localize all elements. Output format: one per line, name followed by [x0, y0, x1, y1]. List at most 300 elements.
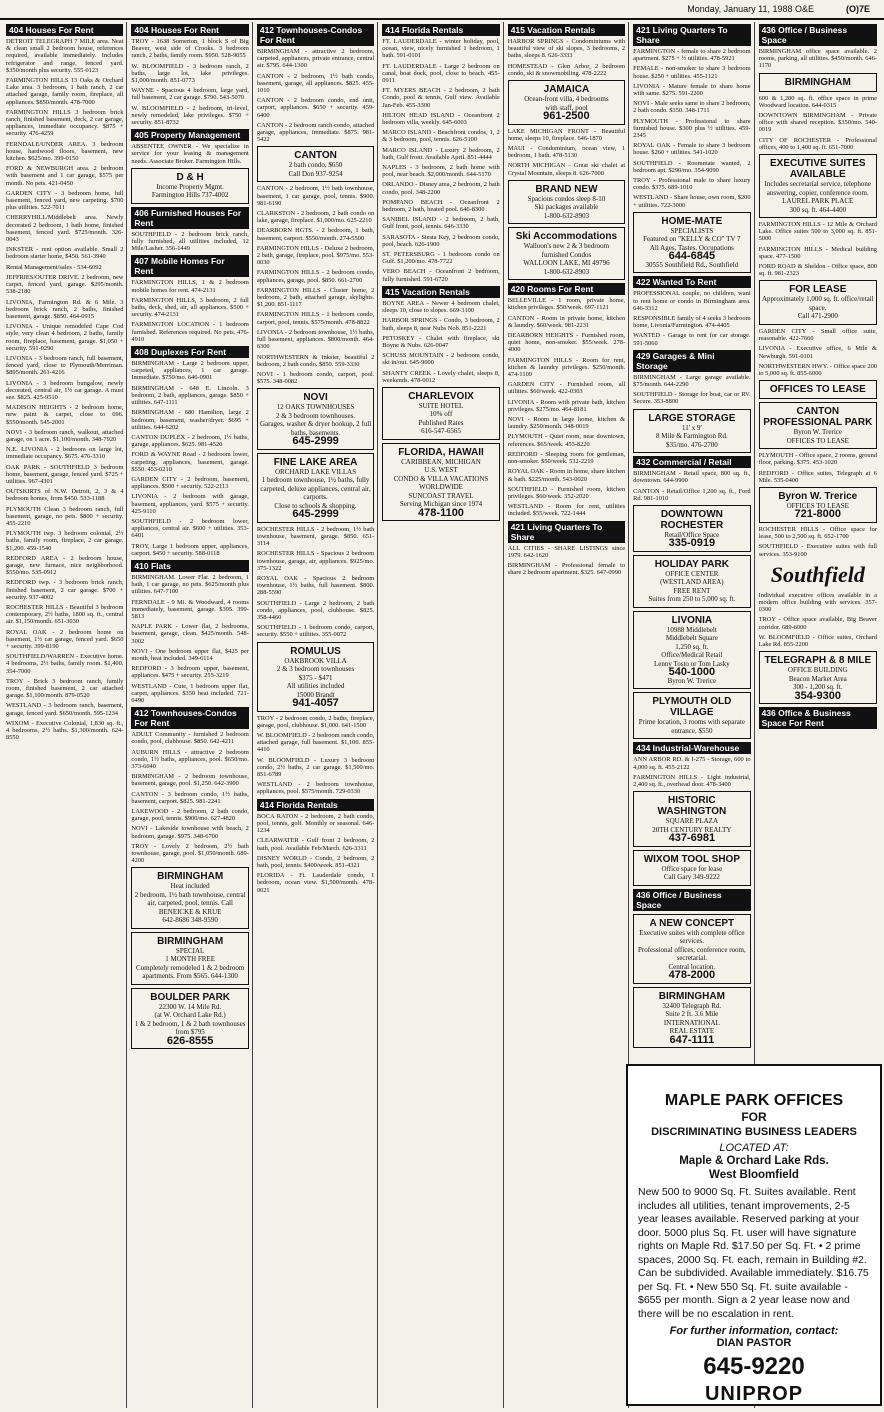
classified-ad: FARMINGTON HILLS - Medical building space. 477-1500 — [758, 245, 877, 260]
classified-ad: REDFORD twp. - 3 bedroom brick ranch, finished basement, 2 car garage. $700 + security. 937-4002 — [6, 579, 124, 601]
issue-date: Monday, January 11, 1988 O&E — [687, 4, 814, 14]
display-ad-line: Serving Michigan since 1974 — [399, 500, 483, 509]
display-ad-box — [633, 611, 750, 690]
display-ad-line: LIVONIA — [671, 614, 713, 626]
display-ad-line: BOULDER PARK — [150, 991, 231, 1003]
display-ad-box — [131, 988, 248, 1050]
section-heading: 405 Property Management — [131, 129, 248, 141]
classified-ad: SOUTHFIELD - Furnished room, kitchen privileges. $60/week. 352-2020 — [507, 485, 626, 500]
display-ad-box — [382, 443, 499, 522]
classified-ad: W. BLOOMFIELD - 2 bedroom ranch condo, attached garage, full basement. $1,100. 855-4410 — [256, 732, 375, 754]
display-ad-line: WIXOM TOOL SHOP — [643, 853, 740, 865]
display-ad-line: Office/Medical Retail — [661, 651, 723, 660]
classified-ad: ABSENTEE OWNER - We specialize in service for your leasing & management needs. Associate Broker. Farmington Hills. — [131, 143, 249, 165]
column-1 — [6, 22, 127, 1408]
classified-ad: MARCO ISLAND - Beachfront condos, 1, 2 & 3 bedroom, pool, tennis. 626-5100 — [382, 129, 500, 144]
classified-ad: FARMINGTON HILLS, 3 bedroom, 2 full baths, deck, shed, air, all appliances. $500 + security. 474-2131 — [131, 296, 249, 319]
display-ad-line: Beacon Market Area — [788, 674, 847, 683]
ad-body: New 500 to 9000 Sq. Ft. Suites available. Rent includes all utilities, tenant improvements, 2-5 year leases available. Reserved parking at your door. 5000 plus Sq. Ft. user will have signature rights on Maple Rd. $17.50 per Sq. Ft. • 2 prime spaces, 2000 Sq. Ft. each, remain in Building #2. Can be subdivided. Available immediately. $16.75 per Sq. Ft. • New 550 Sq. Ft. suite available - $655 per month. Sign a 2 year lease now and there will be no escalation in rent. — [638, 1186, 869, 1320]
display-ad-line: 2 bedroom, 1½ bath townhouse, central air, carpeted, pool, tennis. Call — [134, 890, 246, 908]
display-ad-line: WALLOON LAKE, MI 49796 — [523, 259, 610, 268]
display-ad-line: Ski Accommodations — [515, 231, 618, 243]
classified-ad: GARDEN CITY - Small office suite, reasonable. 422-7660 — [758, 327, 877, 343]
classified-ad: HOMESTEAD - Glen Arbor, 2 bedroom condo, ski & snowmobiling. 478-2222 — [507, 62, 626, 77]
display-ad-line: 15000 Brandt — [296, 690, 335, 699]
display-ad-line: U.S. WEST — [424, 466, 458, 475]
classified-ad: BIRMINGHAM. Lower Flat. 2 bedroom, 1 bath, 1 car garage, no pets. $625/month plus utilities. 647-7100 — [131, 573, 249, 596]
classified-ad: REDFORD - Office suites, Telegraph at 6 Mile. 535-0400 — [758, 469, 877, 484]
classified-ad: FARMINGTON HILLS 3 bedroom brick ranch, finished basement, deck, 2 car garage, appliances, immediate occupancy. $875 + security. 476-4259 — [6, 108, 124, 138]
display-ad-box — [633, 555, 750, 608]
section-heading: 415 Vacation Rentals — [382, 286, 499, 298]
classified-ad: W. BLOOMFIELD - 2 bedroom, tri-level, newly remodeled, lake privileges. $750 + security. 851-8732 — [131, 104, 249, 127]
display-ad-line: Central location. — [668, 962, 716, 971]
classified-ad: SOUTHFIELD/WARREN - Executive home. 4 bedrooms, 2½ baths, family room. $1,400. 354-7000 — [6, 653, 124, 675]
classified-ad: FORD & WAYNE Road - 2 bedroom lower, carpeting, appliances, basement, garage. $550. 453-0210 — [131, 451, 249, 473]
section-heading: 412 Townhouses-Condos For Rent — [131, 707, 248, 729]
classified-ad: BELLEVILLE - 1 room, private home, kitchen privileges. $50/week. 697-1121 — [507, 297, 626, 312]
classified-ad: CANTON - 2 bedroom, 1½ bath townhouse, basement, 1 car garage, pool, tennis. $900. 981-6190 — [256, 185, 375, 207]
display-ad-line: 478-2000 — [668, 969, 716, 982]
display-ad-line: 642-8686 348-9590 — [162, 916, 218, 925]
display-ad-box — [257, 388, 374, 450]
classified-ad: NOVI - Male seeks same to share 2 bedroom, 2 bath condo. $350. 348-1711 — [633, 100, 751, 115]
display-ad-line: Published Rates — [418, 418, 464, 427]
display-ad-line: $35/mo. 476-2700 — [665, 440, 718, 449]
display-ad-line: Ocean-front villa, 4 bedrooms — [524, 95, 609, 104]
classified-ad: BIRMINGHAM - 680 Hamilton, large 2 bedroom, basement, washer/dryer. $695 + utilities. 644-6202 — [131, 409, 249, 431]
classified-ad: FERNDALE - 9 Mi. & Woodward, 4 rooms immediately, basement, garage. $395. 399-5813 — [131, 598, 249, 620]
classified-ad: WESTLAND - 3 bedroom ranch, basement, garage, fenced yard. $650/month. 595-1234 — [6, 702, 124, 717]
display-ad-line: Byron W. Trerice — [667, 676, 717, 685]
display-ad-box — [633, 914, 750, 984]
classified-ad: N.E. LIVONIA - 2 bedroom on large lot, immediate occupancy. $675. 476-3310 — [6, 446, 124, 461]
display-ad-line: 12 OAKS TOWNHOUSES — [276, 403, 355, 412]
display-ad-line: CANTON PROFESSIONAL PARK — [763, 406, 873, 429]
classified-ad: DEARBORN HGTS. - 2 bedroom, 1 bath, basement, carport. $550/month. 274-5500 — [256, 227, 375, 242]
display-ad-line: 961-2500 — [543, 110, 590, 123]
classified-ad: CITY OF ROCHESTER - Professional offices, 400 to 1,400 sq. ft. 651-7000 — [758, 136, 877, 151]
display-ad-box — [633, 692, 750, 739]
classified-ad: PETOSKEY - Chalet with fireplace, ski Boyne & Nubs. 626-0047 — [382, 334, 500, 349]
classified-ad: CHERRYHILL/Middlebelt area. Newly decorated 2 bedroom, 1 bath home, finished basement, fenced yard. $725/month. 326-0043 — [6, 214, 124, 244]
display-ad-line: Executive suites with complete office services. — [639, 928, 745, 946]
display-ad-line: BIRMINGHAM — [157, 935, 224, 947]
classified-ad: WESTLAND - Share house, own room, $200 + utilities. 722-3000 — [633, 194, 751, 209]
display-ad-line: Spacious condos sleep 8-10 — [527, 194, 606, 203]
display-ad-line: 10988 Middlebelt — [666, 625, 717, 634]
display-ad-line: BIRMINGHAM — [658, 990, 725, 1002]
classified-ad: FARMINGTON HILLS - Deluxe 2 bedroom, 2 bath, garage, fireplace, pool. $975/mo. 553-0030 — [256, 244, 375, 267]
classified-ad: ST. PETERSBURG - 1 bedroom condo on Gulf. $1,200/mo. 478-7722 — [382, 251, 500, 266]
classified-ad: TROY - Office space available, Big Beaver corridor. 689-6000 — [758, 616, 877, 631]
classified-ad: DISNEY WORLD - Condo, 2 bedroom, 2 bath, pool, tennis. $400/week. 851-4321 — [256, 854, 375, 869]
classified-ad: ANN ARBOR RD. & I-275 - Storage, 600 to 4,000 sq. ft. 455-2122 — [633, 756, 751, 771]
classified-ad: PLYMOUTH - Quiet room, near downtown, references. $65/week. 453-8220 — [507, 433, 626, 448]
display-ad-box — [633, 505, 750, 552]
classified-ad: W. BLOOMFIELD - Office suites, Orchard Lake Rd. 855-2200 — [758, 633, 877, 649]
display-ad-line: Featured on "KELLY & CO" TV 7 — [643, 235, 741, 244]
section-heading: 414 Florida Rentals — [257, 799, 374, 811]
section-heading: 415 Vacation Rentals — [508, 24, 625, 36]
section-heading: 436 Office & Business Space For Rent — [759, 707, 877, 729]
classified-ad: PLYMOUTH twp. 3 bedroom colonial, 2½ baths, family room, fireplace, 2 car garage. $1,200. 459-1540 — [6, 530, 124, 552]
display-ad-line: HOLIDAY PARK — [654, 558, 729, 570]
display-ad-line: LAUREL PARK PLACE — [782, 197, 854, 206]
display-ad-box — [508, 227, 625, 280]
display-ad-box — [633, 987, 750, 1049]
classified-ad: LIVONIA, Farmington Rd. & 6 Mile. 3 bedroom brick ranch, 2 baths, finished basement, garage. $850. 464-0915 — [6, 298, 124, 320]
column-2 — [131, 22, 252, 1408]
display-ad-box — [633, 791, 750, 847]
classified-ad: FARMINGTON HILLS - Light industrial, 2,400 sq. ft., overhead door. 478-3400 — [633, 773, 751, 789]
classified-ad: ROYAL OAK - 2 bedroom home on basement, 1½ car garage, fenced yard. $650 + security. 399-8190 — [6, 628, 124, 651]
section-heading: 412 Townhouses-Condos For Rent — [257, 24, 374, 46]
display-ad-line: BRAND NEW — [535, 183, 598, 195]
classified-ad: TROY - Brick 3 bedroom ranch, family room, finished basement, 2 car attached garage. $1,100/month. 879-0520 — [6, 677, 124, 700]
classified-ad: DOWNTOWN BIRMINGHAM - Private office with shared reception. $350/mo. 540-0019 — [758, 112, 877, 134]
display-ad-line: Byron W. Trerice — [793, 428, 842, 437]
display-ad-line: (at W. Orchard Lake Rd.) — [154, 1011, 226, 1020]
display-ad-box — [759, 73, 877, 92]
classified-ad: BOCA RATON - 2 bedroom, 2 bath condo, pool, tennis, golf. Monthly or seasonal. 646-1234 — [256, 812, 375, 835]
classified-ad: NOVI - 3 bedroom ranch, walkout, attached garage, on 1 acre. $1,100/month. 348-7920 — [6, 428, 124, 443]
section-heading: 421 Living Quarters To Share — [633, 24, 750, 46]
display-ad-line: 10% off — [429, 410, 453, 419]
classified-ad: DEARBORN HEIGHTS - Furnished room, quiet home, non-smoker. $55/week. 278-4000 — [507, 332, 626, 354]
display-ad-line: SPECIAL — [175, 946, 205, 955]
ad-address-2: West Bloomfield — [709, 1169, 799, 1181]
display-ad-box — [759, 651, 877, 704]
classified-ad: ORLANDO - Disney area, 2 bedroom, 2 bath condo, pool. 348-2200 — [382, 181, 500, 196]
display-ad-line: 1 & 2 bedroom, 1 & 2 bath townhouses from $795 — [134, 1019, 246, 1037]
display-ad-line: CHARLEVOIX — [408, 390, 474, 402]
classified-ad: TROY - 2 bedroom condo, 2 baths, fireplace, garage, pool, clubhouse. $1,000. 641-1500 — [256, 714, 375, 729]
classified-ad: FLORIDA - Ft. Lauderdale condo, 1 bedroom, ocean view. $1,500/month. 478-0021 — [256, 872, 375, 894]
classified-ad: SOUTHFIELD - Executive suites with full services. 353-9100 — [758, 543, 877, 558]
classified-ad: CLARKSTON - 2 bedroom, 2 bath condo on lake, garage, fireplace. $1,000/mo. 625-2210 — [256, 210, 375, 225]
classified-ad: GARDEN CITY - 2 bedroom, basement, appliances. $500 + security. 522-2113 — [131, 475, 249, 491]
section-heading: 436 Office / Business Space — [633, 889, 750, 911]
classified-ad: NAPLE PARK - Lower flat, 2 bedrooms, basement, garage, clean. $425/month. 548-3002 — [131, 623, 249, 645]
display-ad-line: Completely remodeled 1 & 2 bedroom apartments. From $565. 644-1300 — [135, 963, 245, 981]
classified-ad: PLYMOUTH - Office space, 2 rooms, ground floor, parking. $375. 453-1020 — [758, 452, 877, 467]
classified-ad: SOUTHFIELD - Storage for boat, car or RV. Secure. 353-8800 — [633, 391, 751, 406]
column-4 — [382, 22, 503, 1408]
ad-subtitle: DISCRIMINATING BUSINESS LEADERS — [651, 1126, 857, 1138]
display-ad-line: 644-6845 — [668, 250, 716, 263]
classified-ad: NOVI - One bedroom upper flat, $425 per month, heat included. 349-6114 — [131, 647, 249, 662]
classified-ad: REDFORD - Sleeping room for gentleman, non-smoker. $50/week. 532-2219 — [507, 450, 626, 466]
classified-ad: FERNDALE/UNDER AREA. 3 bedroom house, hardwood floors, basement, new kitchen. $625/mo. 399-0150 — [6, 140, 124, 163]
classified-ad: FARMINGTON HILLS - 12 Mile & Orchard Lake. Office suites 500 to 3,000 sq. ft. 851-5000 — [758, 221, 877, 243]
ad-company: UNIPROP — [704, 1383, 804, 1405]
display-ad-line: 1-800-632-8903 — [543, 267, 590, 276]
classified-ad: BIRMINGHAM - Large 2 bedroom upper, carpeted, appliances, 1 car garage. Immediate. $750/mo. 646-0901 — [131, 360, 249, 382]
display-ad-box — [382, 387, 499, 440]
display-ad-line: 2 bath condo, $650 — [288, 161, 343, 170]
classified-ad: BIRMINGHAM - 2 bedroom townhouse, basement, garage, pool. $1,250. 642-3900 — [131, 773, 249, 788]
display-ad-line: REAL ESTATE — [669, 1027, 715, 1036]
display-ad-line: Prime location, 3 rooms with separate entrance, $550 — [638, 718, 745, 735]
classified-ad: TROY, Large 1 bedroom upper, appliances, carport. $450 + security. 588-0118 — [131, 542, 249, 557]
ad-address-1: Maple & Orchard Lake Rds. — [679, 1155, 829, 1167]
display-ad-line: ORCHARD LAKE VILLAS — [274, 467, 357, 476]
classified-ad: CANTON - 2 bedroom ranch condo, attached garage, appliances, immediate. $875. 981-5422 — [256, 121, 375, 144]
classified-ad: FT. LAUDERDALE - Large 2 bedroom on canal, boat dock, pool, close to beach. 455-0911 — [382, 62, 500, 85]
display-ad-line: Lenny Tosto or Tom Lasky — [653, 659, 730, 668]
classified-ad: SOUTHFIELD - Large 2 bedroom, 2 bath condo, appliances, pool, clubhouse. $825. 358-4460 — [256, 599, 375, 622]
display-ad-line: Suite 2 ft. 3.6 Mile — [665, 1010, 719, 1019]
column-3 — [257, 22, 378, 1408]
display-ad-line: Call Don 937-9254 — [288, 169, 343, 178]
display-ad-line: Walloon's new 2 & 3 bedroom furnished Condos — [523, 242, 610, 259]
display-ad-box — [131, 932, 248, 985]
display-ad-line: Heat included — [170, 882, 210, 891]
classified-ad: GARDEN CITY - 3 bedroom home, full basement, fenced yard, new carpeting. $700 plus utilities. 522-7011 — [6, 189, 124, 212]
classified-ad: PROFESSIONAL couple, no children, want to rent home or condo in Birmingham area. 646-3312 — [633, 290, 751, 312]
classified-ad: TROY - 1638 Somerton, 1 block S of Big Beaver, west side of Crooks. 3 bedroom ranch, 2 baths, family room. $950. 528-9055 — [131, 38, 249, 60]
display-ad-box — [759, 402, 877, 449]
display-ad-box — [508, 80, 625, 125]
classified-ad: CANTON - 2 bedroom, 1½ bath condo, basement, garage, all appliances. $825. 455-1010 — [256, 72, 375, 95]
display-ad-box — [633, 409, 750, 454]
display-ad-line: OFFICE BUILDING — [787, 666, 848, 675]
display-ad-line: Office space for lease — [661, 864, 723, 873]
classified-ad: BIRMINGHAM - Large garage available. $75/month. 644-2290 — [633, 373, 751, 388]
classified-ad: HILTON HEAD ISLAND - Oceanfront 2 bedroom villa, weekly. 645-6003 — [382, 111, 500, 127]
classified-ad: BIRMINGHAM - Professional female to share 2 bedroom apartment. $325. 647-0990 — [507, 561, 626, 577]
classified-ad: ROYAL OAK - Female to share 3 bedroom house. $260 + utilities. 541-1020 — [633, 142, 751, 157]
classified-ad: SANIBEL ISLAND - 2 bedroom, 2 bath, Gulf front, pool, tennis. 646-3330 — [382, 216, 500, 231]
display-ad-line: Byron W. Trerice — [778, 490, 858, 502]
classified-ad: FORD & NEWBURGH area. 2 bedroom with basement and 1 car garage, $575 per month. No pets. 421-0450 — [6, 165, 124, 187]
display-ad-line: 22300 W. 14 Mile Rd. — [159, 1002, 222, 1011]
display-ad-line: CARIBBEAN, MICHIGAN — [401, 457, 481, 466]
display-ad-line: 20TH CENTURY REALTY — [652, 825, 732, 834]
ad-phone: 645-9220 — [703, 1353, 805, 1380]
display-ad-line: Middlebelt Square — [665, 634, 718, 643]
classified-ad: PLYMOUTH Clean 3 bedroom ranch, full basement, garage, no pets. $800 + security. 455-2210 — [6, 505, 124, 527]
display-ad-line: 1 bedroom townhouse, 1½ baths, fully carpeted, deluxe appliances, central air, carports. — [260, 476, 371, 502]
classified-ad: LIVONIA - Room with private bath, kitchen privileges. $275/mo. 464-8181 — [507, 398, 626, 413]
display-ad-line: FINE LAKE AREA — [273, 456, 358, 468]
display-ad-line: 1 MONTH FREE — [165, 955, 216, 964]
classified-ad: REDFORD AREA - 2 bedroom house, garage, new furnace, nice neighborhood. $550/mo. 535-0912 — [6, 554, 124, 577]
display-ad-line: EXECUTIVE SUITES AVAILABLE — [769, 158, 866, 181]
ad-title: MAPLE PARK OFFICES — [664, 1092, 844, 1109]
classified-ad: HARBOR SPRINGS - Condo, 3 bedroom, 2 bath, sleeps 8, near Nubs Nob. 851-2221 — [382, 317, 500, 332]
classified-ad: ROCHESTER HILLS - 2 bedroom, 1½ bath townhouse, basement, garage. $850. 651-3114 — [256, 525, 375, 548]
display-ad-line: HISTORIC WASHINGTON — [657, 795, 727, 818]
classified-ad: MARCO ISLAND - Luxury 2 bedroom, 2 bath, Gulf front. Available April. 851-4444 — [382, 146, 500, 161]
display-ad-line: OFFICES TO LEASE — [786, 436, 849, 445]
classified-ad: AUBURN HILLS - attractive 2 bedroom condo, 1½ baths, appliances, pool. $650/mo. 373-6040 — [131, 748, 249, 771]
classified-ad: CANTON DUPLEX - 2 bedroom, 1½ baths, garage, appliances. $625. 981-4520 — [131, 433, 249, 449]
classified-ad: BIRMINGHAM office space available. 2 rooms, parking, all utilities. $450/month. 646-1170 — [758, 48, 877, 70]
display-ad-line: 721-8000 — [794, 508, 842, 521]
display-ad-line: 478-1100 — [418, 506, 464, 519]
classified-ad: FARMINGTON HILLS 13 Oaks & Orchard Lake area. 3 bedroom, 1 bath ranch, 2 car attached garage, family room, fireplace, all appliances. $850/month. 478-7000 — [6, 77, 124, 106]
classified-ad: FARMINGTON - female to share 2 bedroom apartment. $275 + ½ utilities. 478-5921 — [633, 48, 751, 63]
display-ad-line: FOR LEASE — [789, 284, 847, 296]
display-ad-line: JAMAICA — [543, 84, 590, 96]
display-ad-box — [633, 850, 750, 886]
display-ad-line: Professional offices, conference room, secretarial. — [637, 945, 746, 963]
display-ad-line: ROMULUS — [290, 645, 341, 657]
display-ad-line: OAKBROOK VILLA — [284, 656, 347, 665]
page-header — [0, 0, 884, 20]
display-ad-line: CONDO & VILLA VACATIONS WORLDWIDE — [393, 474, 489, 492]
classified-ad: REDFORD - 3 bedroom upper, basement, appliances. $475 + security. 255-3219 — [131, 665, 249, 680]
display-ad-line: Close to schools & shopping. — [274, 501, 357, 510]
classified-ad: ROYAL OAK - Spacious 2 bedroom townhouse, 1½ baths, full basement. $800. 288-5590 — [256, 575, 375, 597]
classified-ad: CANTON - Room in private home, kitchen & laundry. $60/week. 981-2231 — [507, 314, 626, 329]
classified-ad: SOUTHFIELD - 2 bedroom brick ranch, fully furnished, all utilities included, 12 Mile/Lasher. 356-1449 — [131, 230, 249, 253]
display-ad-box — [759, 380, 877, 399]
section-heading: 432 Commercial / Retail — [633, 456, 750, 468]
display-ad-box — [508, 180, 625, 225]
display-ad-line: 300 - 1,200 sq. ft. — [792, 683, 843, 692]
display-ad-box — [759, 154, 877, 218]
classified-ad: NAPLES - 3 bedroom, 2 bath home with pool, near beach. $2,000/month. 644-5170 — [382, 164, 500, 179]
display-ad-line: Includes secretarial service, telephone answering, copier, conference room. — [764, 180, 872, 197]
maple-park-offices-ad — [626, 1064, 882, 1406]
display-ad-line: Retail/Office Space — [664, 530, 720, 539]
display-ad-line: FREE RENT — [673, 586, 711, 595]
classified-ad: SOUTHFIELD - 1 bedroom condo, carport, security. $550 + utilities. 355-0072 — [256, 624, 375, 639]
classified-ad: BIRMINGHAM - Retail space, 800 sq. ft., downtown. 644-9900 — [633, 470, 751, 485]
display-ad-line: OFFICES TO LEASE — [769, 384, 866, 396]
classified-ad: MAUI - Condominium, ocean view, 1 bedroom, 1 bath. 478-5130 — [507, 144, 626, 160]
page-number: (O)7E — [845, 4, 870, 14]
classified-ad: FORD ROAD & Sheldon - Office space, 800 sq. ft. 981-2323 — [758, 263, 877, 278]
classified-ad: NORTHWESTERN HWY. - Office space 200 to 5,000 sq. ft. 855-6000 — [758, 362, 877, 377]
display-ad-line: 354-9300 — [794, 689, 842, 702]
classified-ad: CANTON - 3 bedroom condo, 1½ baths, basement, carport. $825. 981-2241 — [131, 790, 249, 805]
classified-ad: ALL CITIES - SHARE LISTINGS since 1979. 642-1620 — [507, 544, 626, 559]
display-ad-line: 335-0919 — [668, 537, 716, 550]
southfield-heading: Southfield — [770, 561, 865, 587]
display-ad-line: All Ages, Tastes, Occupations — [649, 243, 734, 252]
section-heading: 410 Flats — [131, 560, 248, 572]
classified-ad: Individual executive offices available in a modern office building with services. 357-0300 — [758, 591, 877, 614]
classified-ad: SHANTY CREEK - Lovely chalet, sleeps 8, weekends. 478-0012 — [382, 369, 500, 384]
classified-ad: SCHUSS MOUNTAIN - 2 bedroom condo, ski in/out. 645-9000 — [382, 352, 500, 367]
ad-info: For further information, contact: — [669, 1325, 839, 1337]
classified-ad: ROCHESTER HILLS - Office space for lease, 500 to 2,500 sq. ft. 652-1700 — [758, 525, 877, 541]
classified-ad: LAKEWOOD - 2 bedroom, 2 bath condo, garage, pool, tennis. $900/mo. 627-4820 — [131, 808, 249, 823]
classified-ad: WESTLAND - Room for rent, utilities included. $55/week. 722-1444 — [507, 503, 626, 518]
display-ad-line: Suites from 250 to 5,000 sq. ft. — [648, 595, 736, 604]
ad-contact: DIAN PASTOR — [716, 1337, 792, 1349]
classified-ad: LIVONIA - 3 bedroom ranch, full basement, fenced yard, close to Plymouth/Merriman. $895/month. 261-4216 — [6, 354, 124, 377]
display-ad-line: 1-800-632-8903 — [543, 211, 590, 220]
classified-ad: ROCHESTER HILLS - Beautiful 3 bedroom contemporary, 2½ baths, 1800 sq. ft., central air. $1,150/month. 651-3030 — [6, 604, 124, 626]
classified-ad: LIVONIA - Executive office, 6 Mile & Newburgh. 591-0101 — [758, 345, 877, 360]
section-heading: 408 Duplexes For Rent — [131, 346, 248, 358]
classified-ad: CANTON - Retail/Office 1,200 sq. ft., Ford Rd. 981-1010 — [633, 487, 751, 502]
classified-ad: FARMINGTON HILLS, 1 & 2 bedroom mobile homes for rent. 474-2131 — [131, 279, 249, 294]
display-ad-line: OFFICES TO LEASE — [786, 501, 849, 510]
display-ad-line: Call Gary 349-9222 — [663, 873, 720, 882]
display-ad-line: BENEICKE & KRUE — [158, 907, 222, 916]
display-ad-line: TELEGRAPH & 8 MILE — [764, 655, 872, 667]
display-ad-box — [257, 642, 374, 712]
display-ad-line: Income Property Mgmt. — [156, 182, 224, 191]
section-heading: 420 Rooms For Rent — [508, 283, 625, 295]
classified-ad: WANTED - Garage to rent for car storage. 591-5060 — [633, 332, 751, 347]
display-ad-line: CANTON — [294, 150, 337, 162]
display-ad-line: 30555 Southfield Rd., Southfield — [645, 260, 739, 269]
display-ad-line: Approximately 1,000 sq. ft. office/retail space. — [761, 295, 874, 312]
classified-ad: FARMINGTON HILLS - 1 bedroom condo, carport, pool, tennis. $575/month. 478-8822 — [256, 311, 375, 326]
classified-ad: LIVONIA - Mature female to share home with same. $275. 591-2200 — [633, 82, 751, 98]
classified-ad: PLYMOUTH - Professional to share furnished house. $300 plus ½ utilities. 459-2345 — [633, 117, 751, 140]
display-ad-line: SUNCOAST TRAVEL — [408, 491, 474, 500]
display-ad-line: 8 Mile & Farmington Rd. — [655, 432, 728, 441]
classified-ad: INKSTER - rent option available. Small 2 bedroom starter home, $450. 561-3940 — [6, 246, 124, 261]
display-ad-line: 941-4057 — [292, 697, 339, 710]
section-heading: 422 Wanted To Rent — [633, 276, 750, 288]
classified-ad: CANTON - 2 bedroom condo, end unit, carport, appliances. $650 + security. 459-6400 — [256, 97, 375, 119]
classified-ad: CLEARWATER - Gulf front 2 bedroom, 2 bath, pool. Available Feb/March. 626-3311 — [256, 837, 375, 852]
display-ad-box — [131, 168, 248, 204]
display-ad-line: Call 471-2900 — [797, 312, 838, 321]
classified-ad: SOUTHFIELD - 2 bedroom lower, appliances, central air. $600 + utilities. 353-6401 — [131, 517, 249, 540]
section-heading: 404 Houses For Rent — [131, 24, 248, 36]
classified-ad: FT. LAUDERDALE - winter holiday, pool, ocean, view, nicely furnished 1 bedroom, 1 bath. 591-0101 — [382, 38, 500, 60]
section-heading: 407 Mobile Homes For Rent — [131, 255, 248, 277]
classified-ad: WESTLAND - 2 bedroom townhouse, appliances, pool. $575/month. 729-0330 — [256, 781, 375, 796]
display-ad-line: HOME-MATE — [661, 215, 723, 227]
display-ad-line: 32400 Telegraph Rd. — [662, 1001, 722, 1010]
classified-ad: SARASOTA - Siesta Key, 2 bedroom condo, pool, beach. 626-1900 — [382, 233, 500, 248]
section-heading: 406 Furnished Houses For Rent — [131, 207, 248, 229]
display-ad-line: 540-1000 — [668, 666, 716, 679]
display-ad-line: 647-1111 — [669, 1033, 715, 1046]
classified-ad: LAKE MICHIGAN FRONT - Beautiful home, sleeps 10, fireplace. 646-1870 — [507, 127, 626, 142]
classified-ad: NORTH MICHIGAN - Great ski chalet at Crystal Mountain, sleeps 8. 626-7000 — [507, 162, 626, 177]
display-ad-line: INTERNATIONAL — [663, 1018, 720, 1027]
classified-ad: LIVONIA - 3 bedroom bungalow, newly decorated, central air, 1½ car garage. A must see. $825. 425-9510 — [6, 379, 124, 401]
display-ad-line: BIRMINGHAM — [784, 76, 851, 88]
display-ad-box — [759, 487, 877, 523]
display-ad-line: DOWNTOWN ROCHESTER — [660, 508, 724, 531]
classified-ad: GARDEN CITY - Furnished room, all utilities. $60/week. 422-0303 — [507, 381, 626, 396]
classified-ad: ROYAL OAK - Room in home, share kitchen & bath. $225/month. 543-0020 — [507, 468, 626, 483]
classified-ad: JEFFRIES/OUTER DRIVE. 2 bedroom, new carpet, fenced yard, garage. $295/month. 538-2180 — [6, 273, 124, 296]
classified-ad: FARMINGTON LOCATION - 1 bedroom furnished. References required. No pets. 476-4910 — [131, 321, 249, 343]
classified-ad: Rental Management/sales - 534-6092 — [6, 263, 102, 271]
classified-ad: NOVI - Lakeside townhouse with beach, 2 bedroom, garage. $975. 348-6700 — [131, 825, 249, 840]
classified-ad: MADISON HEIGHTS - 2 bedroom home, new paint & carpet, close to 696. $550/month. 545-2001 — [6, 404, 124, 426]
display-ad-box — [257, 146, 374, 182]
classified-ad: ADULT Community - furnished 2 bedroom condo, pool, clubhouse. $850. 642-4211 — [131, 731, 249, 746]
classified-ad: ROCHESTER HILLS - Spacious 2 bedroom townhouse, garage, air, appliances. $925/mo. 375-1322 — [256, 550, 375, 572]
section-heading: 421 Living Quarters To Share — [508, 521, 625, 543]
classified-ad: POMPANO BEACH - Oceanfront 2 bedroom, 2 bath, heated pool. 646-8300 — [382, 198, 500, 214]
display-ad-line: (WESTLAND AREA) — [660, 578, 724, 587]
classified-ad: TROY - Professional male to share luxury condo. $375. 689-1010 — [633, 177, 751, 192]
display-ad-box — [257, 453, 374, 523]
classified-ad: WIXOM - Executive Colonial, 1,830 sq. ft., 4 bedrooms, 2½ baths. $1,300/month. 624-8550 — [6, 719, 124, 742]
display-ad-line: OFFICE CENTER — [665, 569, 719, 578]
classified-ad: DETROIT TELEGRAPH 7 MILE area. Neat & clean small 2 bedroom house, references required, available immediately. Includes refrigerator and range, fenced yard. $350/month plus security. 555-0123 — [6, 38, 124, 74]
classified-ad: VERO BEACH - Oceanfront 2 bedroom, fully furnished. 591-6720 — [382, 268, 500, 283]
classified-ad: HARBOR SPRINGS - Condominiums with beautiful view of ski slopes, 3 bedrooms, 2 baths, sleeps 8. 626-3333 — [507, 38, 626, 60]
classified-ad: LIVONIA - 2 bedroom with garage, basement, appliances, yard. $575 + security. 425-9110 — [131, 493, 249, 515]
